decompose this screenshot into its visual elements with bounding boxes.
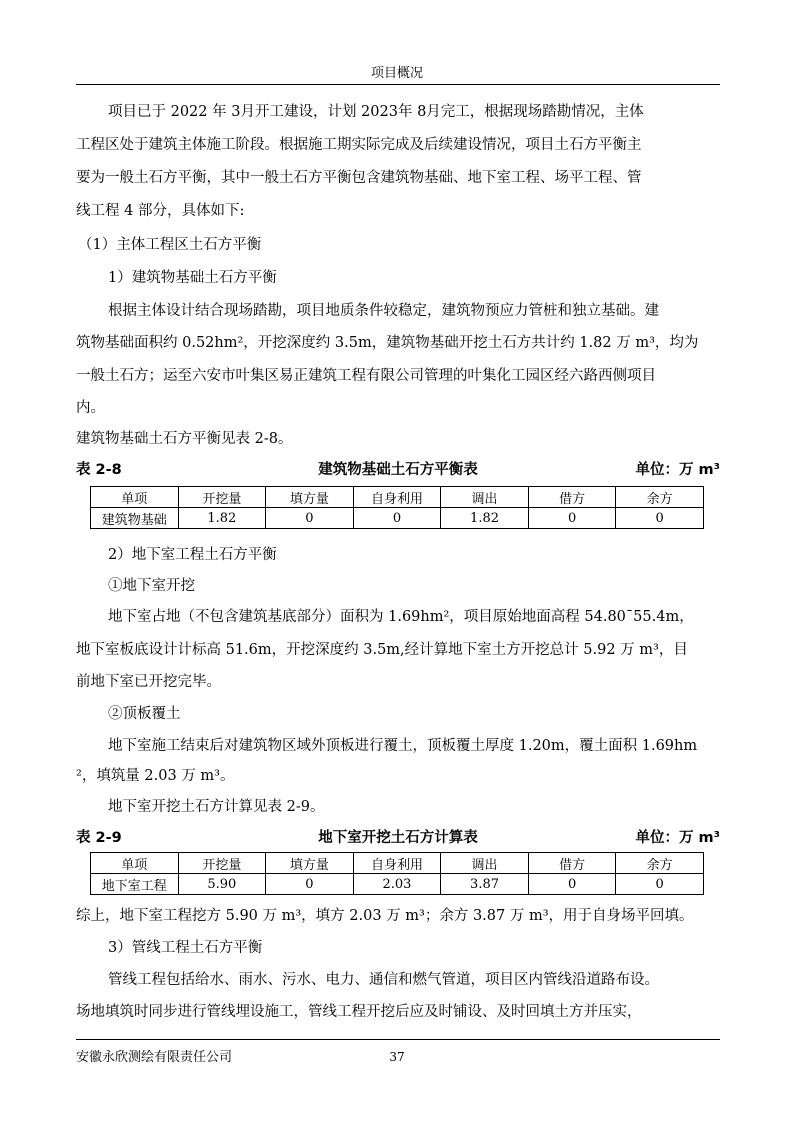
paragraph-line: 地下室开挖土石方计算见表 2-9。	[108, 799, 325, 815]
footer-company: 安徽永欣测绘有限责任公司	[76, 1050, 233, 1065]
table-row	[91, 874, 704, 895]
paragraph-line: 一般土石方；运至六安市叶集区易正建筑工程有限公司管理的叶集化工园区经六路西侧项目	[76, 368, 656, 384]
table-header-row	[91, 487, 704, 508]
paragraph-line: 地下室占地（不包含建筑基底部分）面积为 1.69hm²，项目原始地面高程 54.80¯55.4m，	[108, 609, 694, 625]
table-header-cell: 自身利用	[353, 487, 441, 508]
table-cell: 2.03	[353, 874, 441, 895]
earthwork-table-2-8	[90, 486, 704, 529]
subsection-heading: ①地下室开挖	[108, 578, 195, 594]
table-number: 表 2-8	[76, 462, 122, 478]
paragraph-line: 根据主体设计结合现场踏勘，项目地质条件较稳定，建筑物预应力管桩和独立基础。建	[108, 303, 659, 319]
table-cell: 0	[616, 508, 704, 529]
paragraph-line: 项目已于 2022 年 3月开工建设，计划 2023年 8月完工，根据现场踏勘情况，主体	[108, 104, 644, 120]
table-header-cell: 填方量	[266, 853, 354, 874]
paragraph-line: ²，填筑量 2.03 万 m³。	[76, 768, 235, 784]
table-header-cell: 余方	[616, 487, 704, 508]
paragraph-line: 管线工程包括给水、雨水、污水、电力、通信和燃气管道，项目区内管线沿道路布设。	[108, 972, 659, 988]
table-cell: 0	[528, 508, 616, 529]
paragraph-line: 工程区处于建筑主体施工阶段。根据施工期实际完成及后续建设情况，项目土石方平衡主	[76, 137, 642, 153]
page-header-title: 项目概况	[370, 66, 423, 81]
subsection-heading: 3）管线工程土石方平衡	[108, 940, 263, 956]
paragraph-line: 地下室施工结束后对建筑物区域外顶板进行覆土，顶板覆土厚度 1.20m，覆土面积 1.69hm	[108, 738, 698, 754]
table-cell: 地下室工程	[91, 874, 179, 895]
table-number: 表 2-9	[76, 830, 122, 846]
paragraph-line: 场地填筑时同步进行管线埋设施工，管线工程开挖后应及时铺设、及时回填土方并压实，	[76, 1004, 642, 1020]
table-cell: 0	[616, 874, 704, 895]
subsection-heading: 1）建筑物基础土石方平衡	[108, 270, 277, 286]
subsection-heading: ②顶板覆土	[108, 706, 181, 722]
table-header-cell: 调出	[441, 853, 529, 874]
paragraph-line: 线工程 4 部分，具体如下:	[76, 203, 245, 219]
table-header-cell: 单项	[91, 487, 179, 508]
table-header-cell: 开挖量	[178, 487, 266, 508]
paragraph-line: 综上，地下室工程挖方 5.90 万 m³，填方 2.03 万 m³；余方 3.87 万 m³，用于自身场平回填。	[76, 908, 694, 924]
table-header-cell: 借方	[528, 853, 616, 874]
subsection-heading: 2）地下室工程土石方平衡	[108, 547, 277, 563]
table-cell: 3.87	[441, 874, 529, 895]
table-title: 建筑物基础土石方平衡表	[318, 462, 478, 478]
table-header-cell: 填方量	[266, 487, 354, 508]
table-header-cell: 借方	[528, 487, 616, 508]
table-header-cell: 自身利用	[353, 853, 441, 874]
table-header-cell: 余方	[616, 853, 704, 874]
paragraph-line: 要为一般土石方平衡，其中一般土石方平衡包含建筑物基础、地下室工程、场平工程、管	[76, 170, 642, 186]
paragraph-line: 内。	[76, 400, 105, 416]
table-cell: 0	[528, 874, 616, 895]
table-cell: 0	[266, 508, 354, 529]
paragraph-line: 地下室板底设计计标高 51.6m，开挖深度约 3.5m,经计算地下室土方开挖总计 5.92 万 m³，目	[76, 642, 688, 658]
section-heading: （1）主体工程区土石方平衡	[78, 237, 262, 253]
paragraph-line: 筑物基础面积约 0.52hm²，开挖深度约 3.5m，建筑物基础开挖土石方共计约 1.82 万 m³，均为	[76, 335, 699, 351]
table-row	[91, 508, 704, 529]
paragraph-line: 建筑物基础土石方平衡见表 2-8。	[76, 431, 293, 447]
table-title: 地下室开挖土石方计算表	[318, 830, 478, 846]
table-cell: 1.82	[178, 508, 266, 529]
earthwork-table-2-9	[90, 852, 704, 895]
table-unit: 单位：万 m³	[635, 462, 720, 478]
table-header-cell: 调出	[441, 487, 529, 508]
table-cell: 0	[353, 508, 441, 529]
header-divider	[76, 84, 720, 85]
table-cell: 建筑物基础	[91, 508, 179, 529]
table-header-row	[91, 853, 704, 874]
table-unit: 单位：万 m³	[635, 830, 720, 846]
page-number: 37	[389, 1050, 405, 1064]
table-header-cell: 单项	[91, 853, 179, 874]
footer-divider	[76, 1039, 720, 1040]
table-cell: 5.90	[178, 874, 266, 895]
paragraph-line: 前地下室已开挖完毕。	[76, 674, 221, 690]
table-cell: 1.82	[441, 508, 529, 529]
table-header-cell: 开挖量	[178, 853, 266, 874]
table-cell: 0	[266, 874, 354, 895]
